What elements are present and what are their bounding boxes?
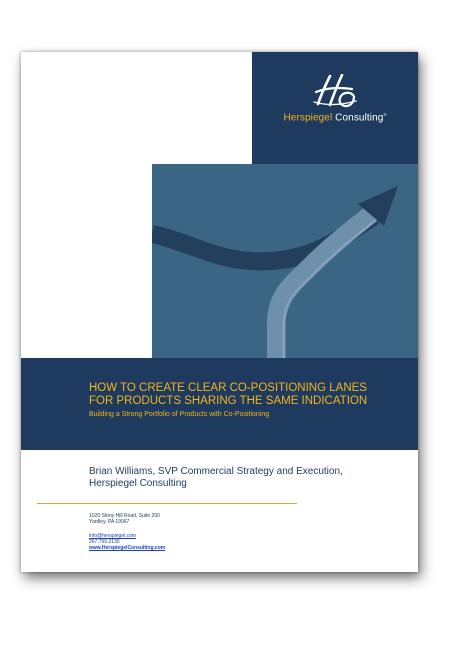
email-link[interactable]: info@herspiegel.com (89, 533, 137, 539)
logo (252, 74, 418, 123)
address-street: 1020 Stony Hill Road, Suite 200 (89, 513, 160, 519)
title-band (21, 358, 418, 450)
logo-trademark: ® (383, 112, 387, 117)
phone-number: 267.759.2130 (89, 539, 120, 545)
website-link[interactable]: www.HerspiegelConsulting.com (89, 545, 166, 551)
address-block (89, 513, 160, 525)
report-title-line-1: HOW TO CREATE CLEAR CO-POSITIONING LANES (89, 382, 367, 394)
arrow-artwork (152, 164, 418, 358)
report-subtitle: Building a Strong Portfolio of Products with Co-Positioning (89, 411, 270, 418)
report-title (89, 382, 409, 408)
herspiegel-logo-icon (310, 74, 360, 110)
author-line-2: Herspiegel Consulting (89, 478, 187, 489)
rising-arrow-icon (152, 164, 418, 358)
contact-block (89, 533, 165, 551)
logo-wordmark (252, 112, 418, 123)
report-title-line-2: FOR PRODUCTS SHARING THE SAME INDICATION (89, 395, 368, 407)
gold-divider (37, 503, 297, 504)
address-city: Yardley, PA 19067 (89, 519, 130, 525)
logo-brand-accent: Herspiegel (283, 112, 333, 124)
report-cover (21, 52, 418, 572)
author-block (89, 466, 409, 490)
logo-block (252, 52, 418, 164)
author-line-1: Brian Williams, SVP Commercial Strategy and Execution, (89, 466, 343, 477)
logo-brand-rest: Consulting (332, 112, 384, 124)
